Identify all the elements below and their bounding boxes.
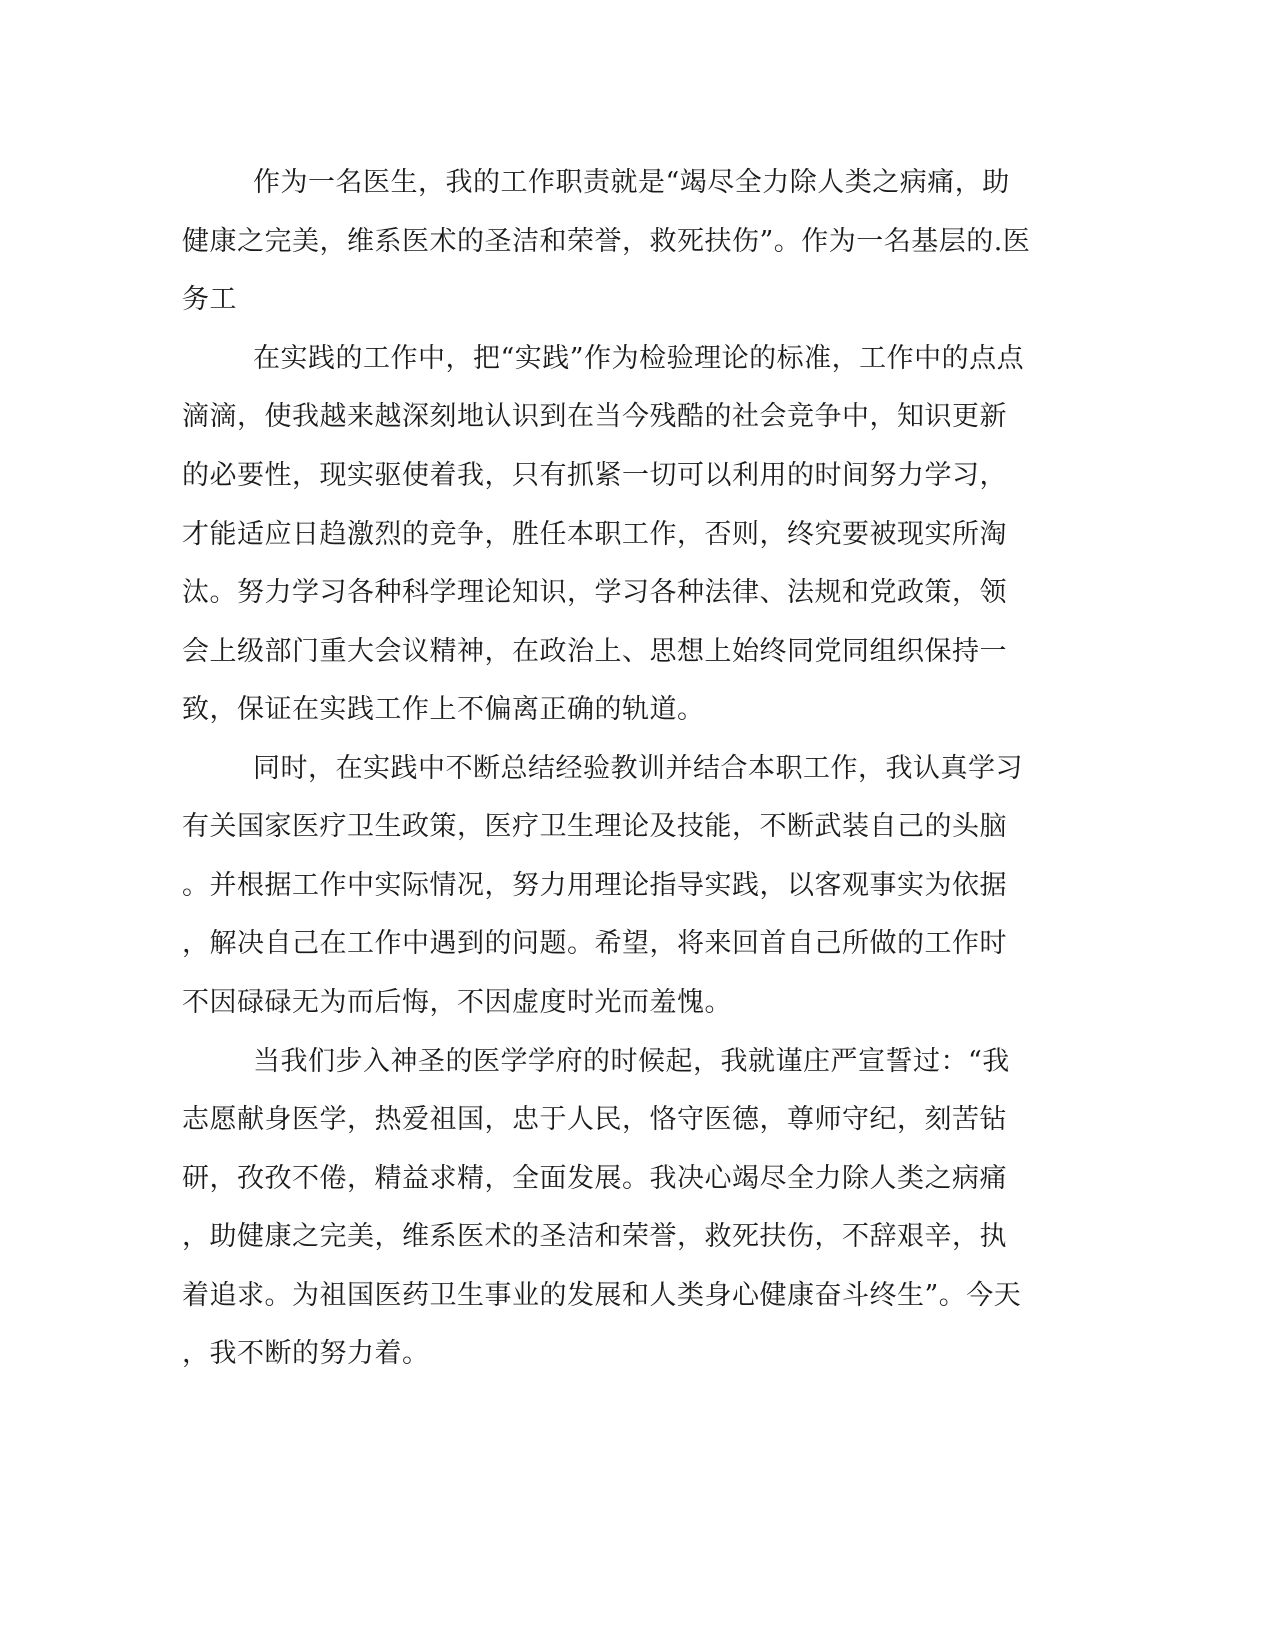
text-line: 才能适应日趋激烈的竞争，胜任本职工作，否则，终究要被现实所淘 <box>182 519 1007 550</box>
text-line: 志愿献身医学，热爱祖国，忠于人民，恪守医德，尊师守纪，刻苦钻 <box>182 1104 1007 1135</box>
text-line: 当我们步入神圣的医学学府的时候起，我就谨庄严宣誓过：“我 <box>253 1046 1010 1077</box>
text-line: 研，孜孜不倦，精益求精，全面发展。我决心竭尽全力除人类之病痛 <box>182 1163 1007 1194</box>
text-line: 作为一名医生，我的工作职责就是“竭尽全力除人类之病痛，助 <box>253 167 1010 198</box>
text-line: 会上级部门重大会议精神，在政治上、思想上始终同党同组织保持一 <box>182 636 1007 667</box>
text-line: ，助健康之完美，维系医术的圣洁和荣誉，救死扶伤，不辞艰辛，执 <box>182 1221 1007 1252</box>
text-line: 健康之完美，维系医术的圣洁和荣誉，救死扶伤”。作为一名基层的.医 <box>182 226 1031 257</box>
text-line: 务工 <box>182 284 237 315</box>
text-line: ，我不断的努力着。 <box>182 1338 430 1369</box>
text-line: 致，保证在实践工作上不偏离正确的轨道。 <box>182 694 705 725</box>
text-line: 汰。努力学习各种科学理论知识，学习各种法律、法规和党政策，领 <box>182 577 1007 608</box>
text-line: 不因碌碌无为而后悔，不因虚度时光而羞愧。 <box>182 987 732 1018</box>
text-line: ，解决自己在工作中遇到的问题。希望，将来回首自己所做的工作时 <box>182 928 1007 959</box>
text-line: 的必要性，现实驱使着我，只有抓紧一切可以利用的时间努力学习， <box>182 460 1007 491</box>
text-line: 滴滴，使我越来越深刻地认识到在当今残酷的社会竞争中，知识更新 <box>182 401 1007 432</box>
text-line: 。并根据工作中实际情况，努力用理论指导实践，以客观事实为依据 <box>182 870 1007 901</box>
text-line: 同时，在实践中不断总结经验教训并结合本职工作，我认真学习 <box>253 753 1023 784</box>
text-line: 有关国家医疗卫生政策，医疗卫生理论及技能，不断武装自己的头脑 <box>182 811 1007 842</box>
text-line: 着追求。为祖国医药卫生事业的发展和人类身心健康奋斗终生”。今天 <box>182 1280 1022 1311</box>
text-line: 在实践的工作中，把“实践”作为检验理论的标准，工作中的点点 <box>253 343 1025 374</box>
